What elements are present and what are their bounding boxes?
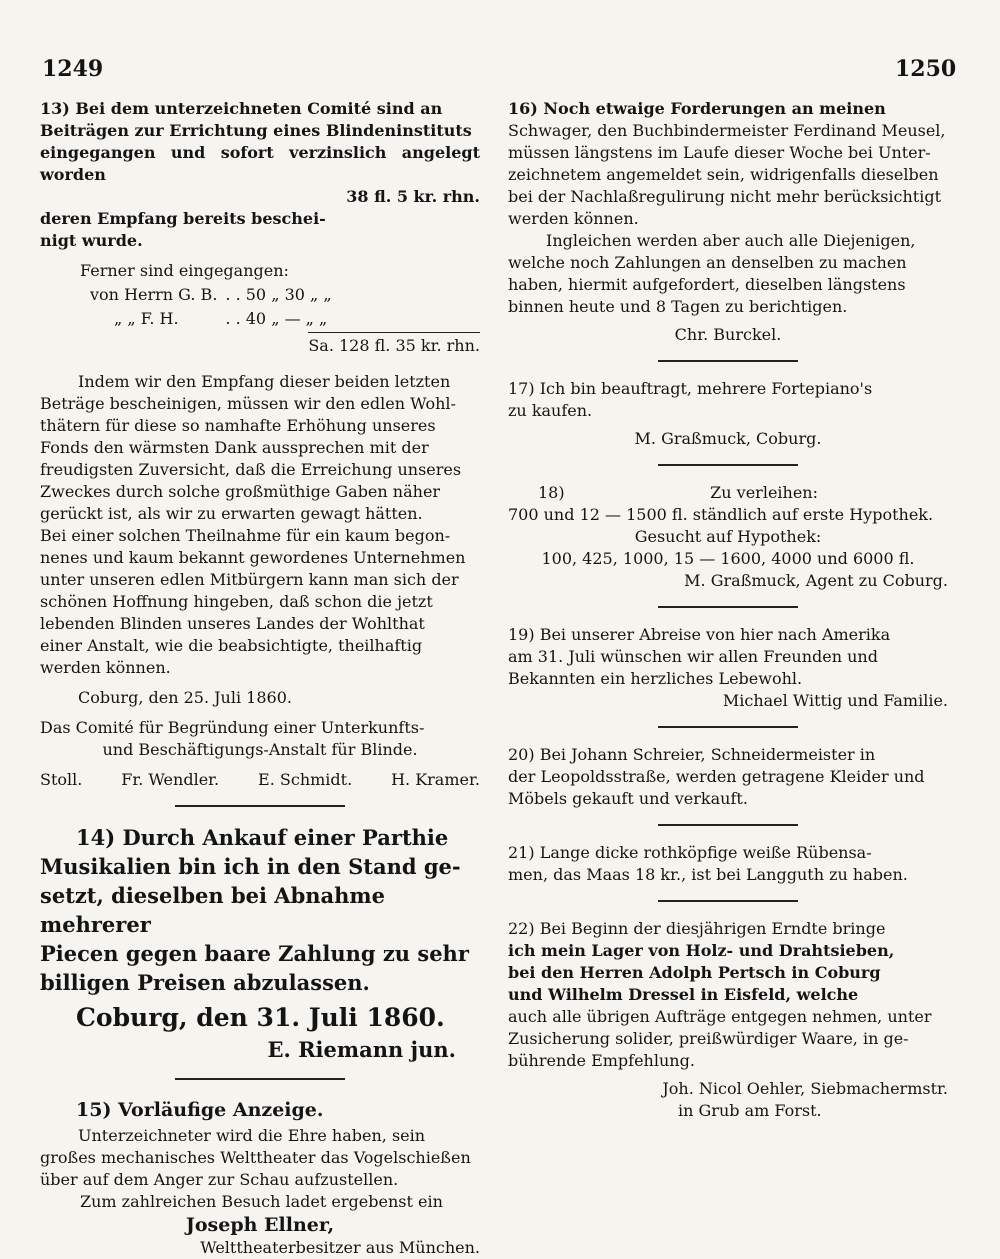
- notice-14-date: Coburg, den 31. Juli 1860.: [76, 1003, 445, 1032]
- contributions-table: [88, 282, 340, 332]
- notice-15-line: großes mechanisches Welttheater das Vogelschießen: [40, 1148, 471, 1167]
- divider: [175, 1078, 345, 1080]
- notice-13-line: nigt wurde.: [40, 231, 143, 250]
- notice-19: [508, 624, 948, 712]
- table-cell: . . 40 „ — „ „: [225, 309, 328, 328]
- body-line: Zweckes durch solche großmüthige Gaben näher: [40, 482, 441, 501]
- notice-17-signature: M. Graßmuck, Coburg.: [634, 429, 822, 448]
- notice-16-line: müssen längstens im Laufe dieser Woche bei Unter-: [508, 143, 931, 162]
- notice-21: [508, 842, 948, 886]
- notice-18-head: [508, 482, 948, 504]
- left-column: [40, 98, 480, 1259]
- notice-18-signature: M. Graßmuck, Agent zu Coburg.: [684, 571, 948, 590]
- notice-20-line: Möbels gekauft und verkauft.: [508, 789, 748, 808]
- notice-22-line: 22) Bei Beginn der diesjährigen Erndte bringe: [508, 919, 886, 938]
- notice-22-line: Zusicherung solider, preißwürdiger Waare, in ge-: [508, 1029, 909, 1048]
- notice-21-line: men, das Maas 18 kr., ist bei Langguth zu haben.: [508, 865, 908, 884]
- body-line: Fonds den wärmsten Dank aussprechen mit der: [40, 438, 429, 457]
- body-line: schönen Hoffnung hingeben, daß schon die jetzt: [40, 592, 433, 611]
- signer: E. Schmidt.: [258, 770, 353, 789]
- body-line: werden können.: [40, 658, 171, 677]
- table-cell: . . 50 „ 30 „ „: [225, 285, 332, 304]
- divider: [658, 824, 798, 826]
- divider: [658, 360, 798, 362]
- body-line: Indem wir den Empfang dieser beiden letzten: [78, 372, 451, 391]
- notice-15-title: Welttheaterbesitzer aus München.: [200, 1238, 480, 1257]
- notice-22-line: ich mein Lager von Holz- und Drahtsieben,: [508, 941, 895, 960]
- notice-14: [40, 823, 480, 1064]
- body-line: unter unseren edlen Mitbürgern kann man sich der: [40, 570, 459, 589]
- divider: [658, 464, 798, 466]
- notice-13-line: Beiträgen zur Errichtung eines Blindeninstituts: [40, 121, 472, 140]
- notice-22-line: bei den Herren Adolph Pertsch in Coburg: [508, 963, 881, 982]
- notice-20-line: 20) Bei Johann Schreier, Schneidermeister in: [508, 745, 876, 764]
- notice-19-signature: Michael Wittig und Familie.: [722, 691, 948, 710]
- notice-13-ferner: Ferner sind eingegangen:: [80, 261, 289, 280]
- notice-19-line: am 31. Juli wünschen wir allen Freunden und: [508, 647, 878, 666]
- notice-16-line: welche noch Zahlungen an denselben zu machen: [508, 253, 907, 272]
- notice-16: [508, 98, 948, 346]
- notice-16-line: Schwager, den Buchbindermeister Ferdinand Meusel,: [508, 121, 946, 140]
- notice-19-line: Bekannten ein herzliches Lebewohl.: [508, 669, 803, 688]
- notice-22-line: bührende Empfehlung.: [508, 1051, 695, 1070]
- notice-22-line: auch alle übrigen Aufträge entgegen nehmen, unter: [508, 1007, 932, 1026]
- notice-13-body: [40, 371, 480, 679]
- notice-18-line: 700 und 12 — 1500 fl. ständlich auf erste Hypothek.: [508, 505, 934, 524]
- notice-16-line: 16) Noch etwaige Forderungen an meinen: [508, 99, 886, 118]
- notice-14-signature: E. Riemann jun.: [267, 1037, 456, 1062]
- notice-13-line: eingegangen und sofort verzinslich angelegt worden: [40, 143, 480, 184]
- notice-17-line: zu kaufen.: [508, 401, 593, 420]
- notice-13-date: Coburg, den 25. Juli 1860.: [78, 688, 292, 707]
- page-number-right: 1250: [895, 56, 957, 82]
- notice-16-line: zeichnetem angemeldet sein, widrigenfalls dieselben: [508, 165, 939, 184]
- notice-22-signature: Joh. Nicol Oehler, Siebmachermstr.: [662, 1079, 948, 1098]
- notice-15-heading: 15) Vorläufige Anzeige.: [76, 1099, 324, 1121]
- committee-line: Das Comité für Begründung einer Unterkunfts-: [40, 718, 425, 737]
- notice-17-line: 17) Ich bin beauftragt, mehrere Fortepiano's: [508, 379, 873, 398]
- body-line: einer Anstalt, wie die beabsichtigte, theilhaftig: [40, 636, 423, 655]
- notice-17: [508, 378, 948, 450]
- notice-18-heading2: Gesucht auf Hypothek:: [634, 527, 822, 546]
- notice-16-line: bei der Nachlaßregulirung nicht mehr berücksichtigt: [508, 187, 942, 206]
- notice-15: [40, 1096, 480, 1259]
- page-number-left: 1249: [42, 56, 104, 82]
- notice-14-line: 14) Durch Ankauf einer Parthie: [76, 825, 449, 850]
- notice-22: [508, 918, 948, 1122]
- notice-20-line: der Leopoldsstraße, werden getragene Kleider und: [508, 767, 925, 786]
- notice-13: [40, 98, 480, 791]
- notice-18-number: 18): [538, 483, 565, 502]
- body-line: thätern für diese so namhafte Erhöhung unseres: [40, 416, 436, 435]
- notice-15-name: Joseph Ellner,: [185, 1214, 335, 1236]
- notice-18-line: 100, 425, 1000, 15 — 1600, 4000 und 6000 fl.: [541, 549, 915, 568]
- table-cell: von Herrn G. B.: [90, 285, 218, 304]
- notice-15-line: Unterzeichneter wird die Ehre haben, sein: [78, 1126, 426, 1145]
- notice-16-line: werden können.: [508, 209, 639, 228]
- signer: Fr. Wendler.: [121, 770, 220, 789]
- notice-16-line: binnen heute und 8 Tagen zu berichtigen.: [508, 297, 848, 316]
- divider: [658, 606, 798, 608]
- divider: [658, 900, 798, 902]
- notice-22-line: und Wilhelm Dressel in Eisfeld, welche: [508, 985, 859, 1004]
- signer: H. Kramer.: [391, 770, 480, 789]
- notice-22-signature: in Grub am Forst.: [678, 1101, 822, 1120]
- notice-18-heading: Zu verleihen:: [710, 483, 818, 502]
- notice-15-line: über auf dem Anger zur Schau aufzustellen.: [40, 1170, 399, 1189]
- notice-13-line: 13) Bei dem unterzeichneten Comité sind an: [40, 99, 443, 118]
- notice-18: [508, 482, 948, 592]
- notice-14-line: setzt, dieselben bei Abnahme mehrerer: [40, 883, 385, 937]
- notice-14-line: Piecen gegen baare Zahlung zu sehr: [40, 941, 469, 966]
- notice-15-line: Zum zahlreichen Besuch ladet ergebenst ein: [80, 1192, 443, 1211]
- notice-14-line: Musikalien bin ich in den Stand ge-: [40, 854, 461, 879]
- right-column: [508, 98, 948, 1122]
- body-line: lebenden Blinden unseres Landes der Wohlthat: [40, 614, 425, 633]
- table-cell: „ „ F. H.: [114, 309, 179, 328]
- body-line: nenes und kaum bekannt gewordenes Unternehmen: [40, 548, 466, 567]
- body-line: Beträge bescheinigen, müssen wir den edlen Wohl-: [40, 394, 456, 413]
- divider: [175, 805, 345, 807]
- notice-14-line: billigen Preisen abzulassen.: [40, 970, 370, 995]
- notice-16-line: haben, hiermit aufgefordert, dieselben längstens: [508, 275, 906, 294]
- table-row: [90, 308, 338, 330]
- signers-row: [40, 769, 480, 791]
- notice-13-amount: 38 fl. 5 kr. rhn.: [346, 187, 480, 206]
- divider: [658, 726, 798, 728]
- body-line: Bei einer solchen Theilnahme für ein kaum begon-: [40, 526, 451, 545]
- table-row: [90, 284, 338, 306]
- signer: Stoll.: [40, 770, 83, 789]
- notice-21-line: 21) Lange dicke rothköpfige weiße Rübensa-: [508, 843, 872, 862]
- body-line: freudigsten Zuversicht, daß die Erreichung unseres: [40, 460, 462, 479]
- notice-20: [508, 744, 948, 810]
- body-line: gerückt ist, als wir zu erwarten gewagt hätten.: [40, 504, 423, 523]
- notice-13-line: deren Empfang bereits beschei-: [40, 209, 326, 228]
- notice-19-line: 19) Bei unserer Abreise von hier nach Amerika: [508, 625, 891, 644]
- committee-line: und Beschäftigungs-Anstalt für Blinde.: [102, 740, 418, 759]
- notice-16-line: Ingleichen werden aber auch alle Diejenigen,: [546, 231, 916, 250]
- notice-16-signature: Chr. Burckel.: [674, 325, 782, 344]
- notice-13-sum: Sa. 128 fl. 35 kr. rhn.: [308, 332, 480, 357]
